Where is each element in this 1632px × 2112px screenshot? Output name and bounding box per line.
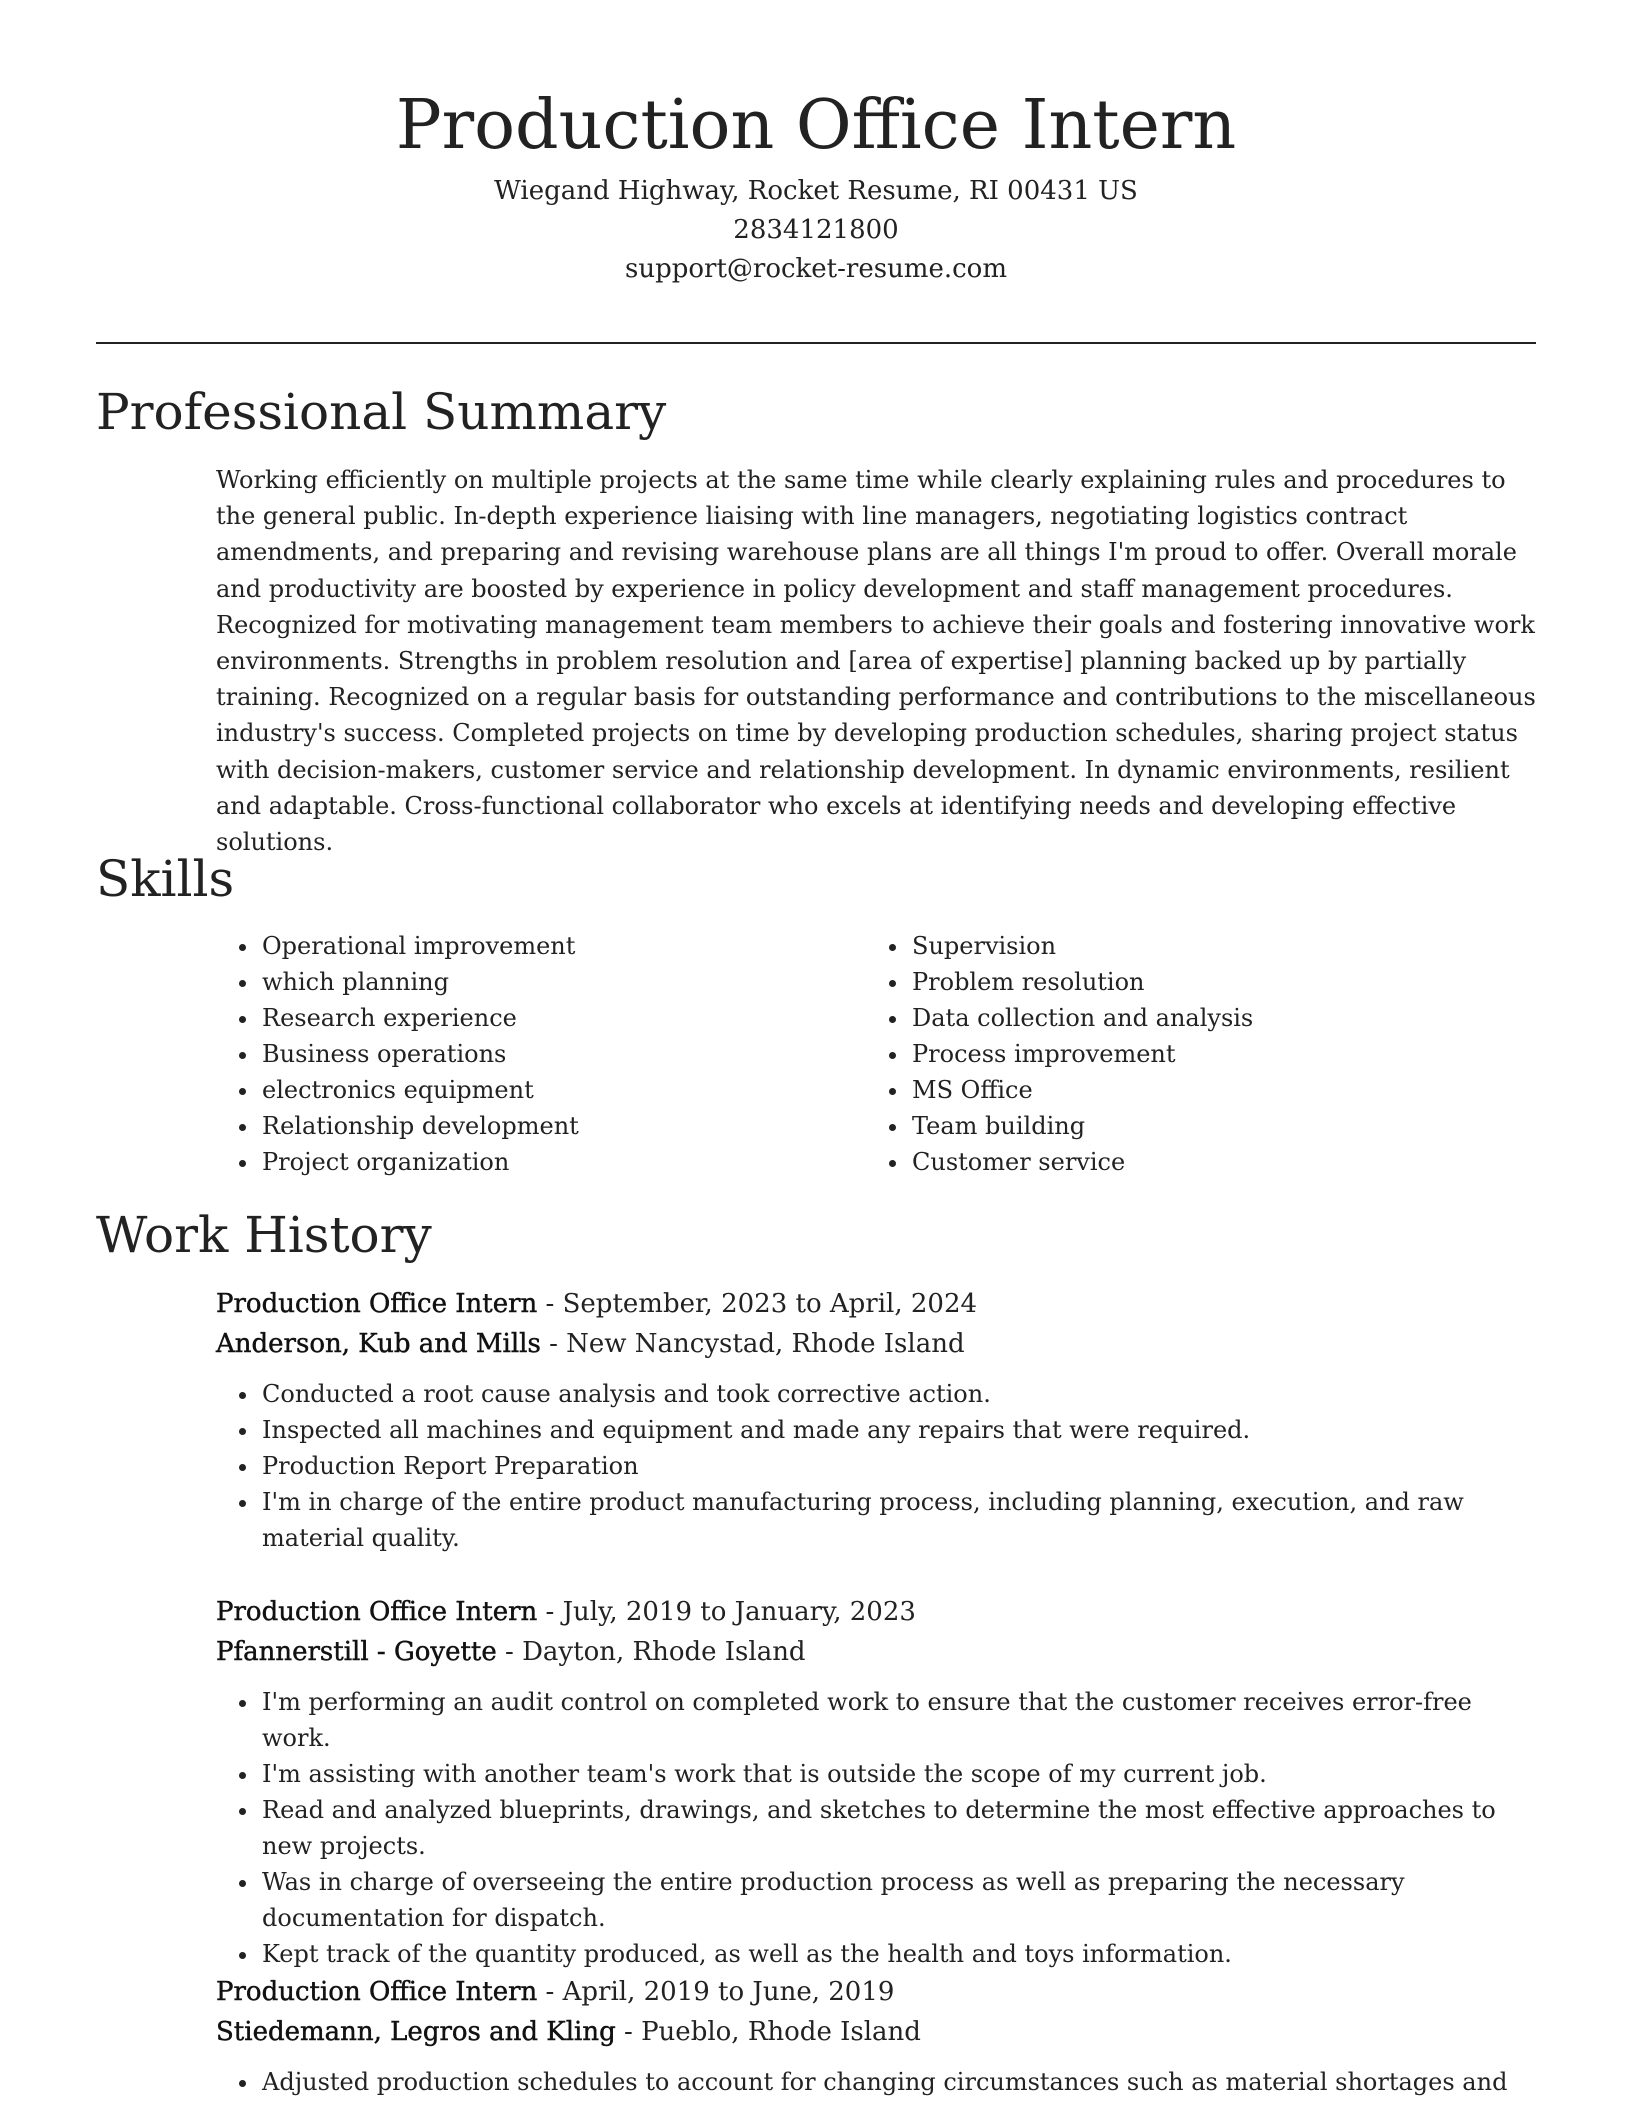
job-bullet: • Adjusted production schedules to account for changing circumstances such as material shortages and [260,2064,1536,2100]
job-bullets [216,1684,1536,1972]
skill-item: • Operational improvement [260,928,866,964]
skills-list [216,928,1536,1180]
job-bullet: • Conducted a root cause analysis and took corrective action. [260,1376,1536,1412]
job-bullet: • Production Report Preparation [260,1448,1536,1484]
job-company-line [216,2012,1536,2052]
skill-item: • MS Office [910,1072,1516,1108]
skill-item: • Research experience [260,1000,866,1036]
job-dates: - April, 2019 to June, 2019 [537,1977,895,2007]
skills-column-left [216,928,866,1180]
work-history-heading: Work History [96,1206,432,1264]
job-dates: - July, 2019 to January, 2023 [537,1597,916,1627]
job-title-line [216,1284,1536,1324]
phone: 2834121800 [733,215,899,245]
skill-item: • Relationship development [260,1108,866,1144]
job-location: - New Nancystad, Rhode Island [540,1329,965,1359]
job-company-line [216,1324,1536,1364]
skill-item: • which planning [260,964,866,1000]
candidate-name: Production Office Intern [395,86,1237,165]
skill-item: • Project organization [260,1144,866,1180]
job-bullet: • Read and analyzed blueprints, drawings, and sketches to determine the most effective approaches to new projects. [260,1792,1536,1864]
skill-item: • Customer service [910,1144,1516,1180]
summary-text: Working efficiently on multiple projects at the same time while clearly explaining rules and procedures to the general public. In-depth experience liaising with line managers, negotiating logistics contract amendments, and preparing and revising warehouse plans are all things I'm proud to offer. Overall morale and productivity are boosted by experience in policy development and staff management procedures. Recognized for motivating management team members to achieve their goals and fostering innovative work environments. Strengths in problem resolution and [area of expertise] planning backed up by partially training. Recognized on a regular basis for outstanding performance and contributions to the miscellaneous industry's success. Completed projects on time by developing production schedules, sharing project status with decision-makers, customer service and relationship development. In dynamic environments, resilient and adaptable. Cross-functional collaborator who excels at identifying needs and developing effective solutions. [216,466,1536,857]
skill-item: • Problem resolution [910,964,1516,1000]
job-entry [216,1592,1536,1972]
job-entry [216,1284,1536,1556]
job-role: Production Office Intern [216,1289,538,1319]
job-company: Stiedemann, Legros and Kling [216,2017,616,2047]
job-location: - Pueblo, Rhode Island [615,2017,921,2047]
skill-item: • Team building [910,1108,1516,1144]
skills-column-right [866,928,1516,1180]
job-bullets [216,2064,1536,2100]
address: Wiegand Highway, Rocket Resume, RI 00431 US [494,176,1138,206]
skill-item: • Data collection and analysis [910,1000,1516,1036]
job-bullet: • Was in charge of overseeing the entire production process as well as preparing the necessary documentation for dispatch. [260,1864,1536,1936]
job-bullet: • I'm performing an audit control on completed work to ensure that the customer receives error-free work. [260,1684,1536,1756]
job-bullet: • Inspected all machines and equipment and made any repairs that were required. [260,1412,1536,1448]
job-bullet: • I'm in charge of the entire product manufacturing process, including planning, execution, and raw material quality. [260,1484,1536,1556]
summary-heading: Professional Summary [96,383,667,441]
job-company: Anderson, Kub and Mills [216,1329,541,1359]
header-divider [96,342,1536,344]
job-title-line [216,1972,1536,2012]
skill-item: • Business operations [260,1036,866,1072]
job-title-line [216,1592,1536,1632]
skill-item: • Process improvement [910,1036,1516,1072]
skill-item: • electronics equipment [260,1072,866,1108]
job-bullet: • I'm assisting with another team's work that is outside the scope of my current job. [260,1756,1536,1792]
job-bullets [216,1376,1536,1556]
job-bullet: • Kept track of the quantity produced, as well as the health and toys information. [260,1936,1536,1972]
job-entry [216,1972,1536,2100]
resume-header [96,80,1536,289]
email[interactable]: support@rocket-resume.com [624,254,1007,284]
skills-heading: Skills [96,850,235,908]
job-location: - Dayton, Rhode Island [496,1637,806,1667]
job-company: Pfannerstill - Goyette [216,1637,497,1667]
job-company-line [216,1632,1536,1672]
skill-item: • Supervision [910,928,1516,964]
job-role: Production Office Intern [216,1597,538,1627]
job-role: Production Office Intern [216,1977,538,2007]
job-dates: - September, 2023 to April, 2024 [537,1289,978,1319]
